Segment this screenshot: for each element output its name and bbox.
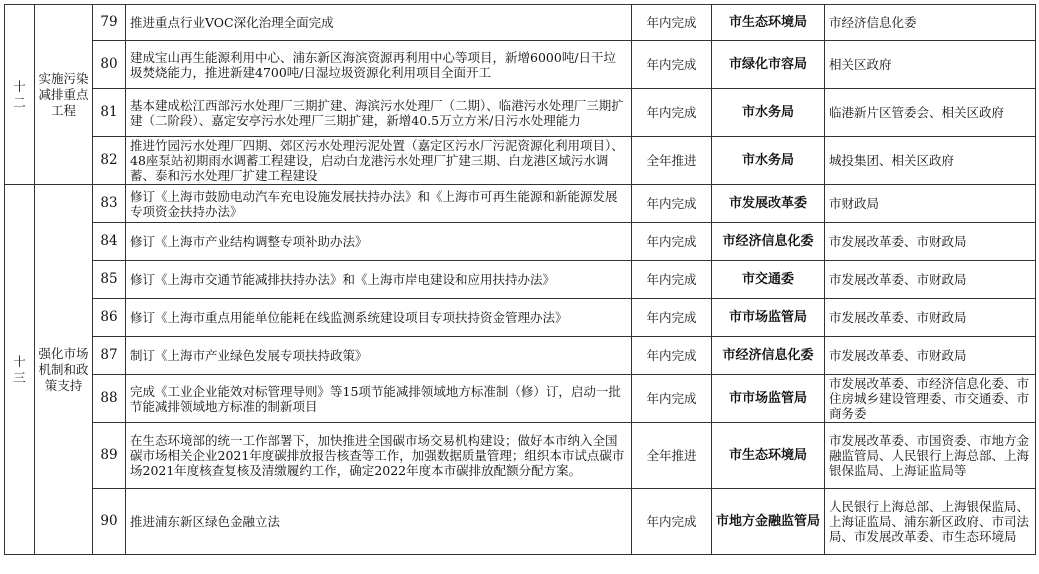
time-frame: 年内完成 [632,489,712,555]
cooperating-units: 临港新片区管委会、相关区政府 [825,89,1036,137]
lead-department: 市水务局 [712,89,825,137]
cooperating-units: 市发展改革委、市财政局 [825,261,1036,299]
time-frame: 年内完成 [632,185,712,223]
time-frame: 年内完成 [632,223,712,261]
table-row [5,299,1036,337]
lead-department: 市市场监管局 [712,299,825,337]
cooperating-units: 市发展改革委、市国资委、市地方金融监管局、人民银行上海总部、上海银保监局、上海证监局等 [825,423,1036,489]
row-number: 86 [93,299,126,337]
table-row [5,261,1036,299]
cooperating-units: 市发展改革委、市经济信息化委、市住房城乡建设管理委、市交通委、市商务委 [825,375,1036,423]
table-row [5,5,1036,41]
time-frame: 年内完成 [632,5,712,41]
group-number-text: 十三 [13,353,26,385]
lead-department: 市地方金融监管局 [712,489,825,555]
task-table [4,4,1036,555]
lead-department: 市交通委 [712,261,825,299]
cooperating-units: 相关区政府 [825,41,1036,89]
task-description: 修订《上海市交通节能减排扶持办法》和《上海市岸电建设和应用扶持办法》 [126,261,632,299]
time-frame: 全年推进 [632,137,712,185]
table-row [5,185,1036,223]
lead-department: 市发展改革委 [712,185,825,223]
lead-department: 市绿化市容局 [712,41,825,89]
group-title: 强化市场机制和政策支持 [35,185,93,555]
lead-department: 市生态环境局 [712,5,825,41]
cooperating-units: 市发展改革委、市财政局 [825,299,1036,337]
task-description: 修订《上海市鼓励电动汽车充电设施发展扶持办法》和《上海市可再生能源和新能源发展专项资金扶持办法》 [126,185,632,223]
row-number: 85 [93,261,126,299]
row-number: 79 [93,5,126,41]
row-number: 87 [93,337,126,375]
row-number: 83 [93,185,126,223]
time-frame: 年内完成 [632,89,712,137]
task-description: 完成《工业企业能效对标管理导则》等15项节能减排领域地方标准制（修）订，启动一批节能减排领域地方标准的制新项目 [126,375,632,423]
time-frame: 年内完成 [632,41,712,89]
group-number [5,185,35,555]
task-description: 推进重点行业VOC深化治理全面完成 [126,5,632,41]
table-row [5,41,1036,89]
task-description: 修订《上海市产业结构调整专项补助办法》 [126,223,632,261]
lead-department: 市生态环境局 [712,423,825,489]
row-number: 82 [93,137,126,185]
lead-department: 市水务局 [712,137,825,185]
table-row [5,489,1036,555]
cooperating-units: 市发展改革委、市财政局 [825,337,1036,375]
table-row [5,89,1036,137]
table-row [5,137,1036,185]
time-frame: 年内完成 [632,261,712,299]
row-number: 81 [93,89,126,137]
cooperating-units: 城投集团、相关区政府 [825,137,1036,185]
cooperating-units: 市发展改革委、市财政局 [825,223,1036,261]
cooperating-units: 人民银行上海总部、上海银保监局、上海证监局、浦东新区政府、市司法局、市发展改革委、市生态环境局 [825,489,1036,555]
task-description: 推进浦东新区绿色金融立法 [126,489,632,555]
task-description: 建成宝山再生能源利用中心、浦东新区海滨资源再利用中心等项目，新增6000吨/日干垃圾焚烧能力，推进新建4700吨/日湿垃圾资源化利用项目全面开工 [126,41,632,89]
task-description: 修订《上海市重点用能单位能耗在线监测系统建设项目专项扶持资金管理办法》 [126,299,632,337]
table-row [5,223,1036,261]
task-description: 基本建成松江西部污水处理厂三期扩建、海滨污水处理厂（二期）、临港污水处理厂三期扩建（二阶段）、嘉定安亭污水处理厂三期扩建，新增40.5万立方米/日污水处理能力 [126,89,632,137]
row-number: 89 [93,423,126,489]
group-number [5,5,35,185]
lead-department: 市经济信息化委 [712,337,825,375]
task-description: 推进竹园污水处理厂四期、郊区污水处理污泥处置（嘉定区污水厂污泥资源化利用项目）、48座泵站初期雨水调蓄工程建设，启动白龙港污水处理厂扩建三期、白龙港区域污水调蓄、泰和污水处理厂扩建工程建设 [126,137,632,185]
group-title: 实施污染减排重点工程 [35,5,93,185]
group-number-text: 十二 [13,78,26,110]
task-description: 制订《上海市产业绿色发展专项扶持政策》 [126,337,632,375]
task-description: 在生态环境部的统一工作部署下，加快推进全国碳市场交易机构建设；做好本市纳入全国碳市场相关企业2021年度碳排放报告核查等工作，加强数据质量管理；组织本市试点碳市场2021年度核查复核及清缴履约工作，确定2022年度本市碳排放配额分配方案。 [126,423,632,489]
row-number: 80 [93,41,126,89]
table-row [5,375,1036,423]
time-frame: 年内完成 [632,375,712,423]
cooperating-units: 市经济信息化委 [825,5,1036,41]
table-row [5,337,1036,375]
time-frame: 全年推进 [632,423,712,489]
table-row [5,423,1036,489]
lead-department: 市市场监管局 [712,375,825,423]
time-frame: 年内完成 [632,337,712,375]
row-number: 88 [93,375,126,423]
lead-department: 市经济信息化委 [712,223,825,261]
row-number: 90 [93,489,126,555]
row-number: 84 [93,223,126,261]
time-frame: 年内完成 [632,299,712,337]
cooperating-units: 市财政局 [825,185,1036,223]
